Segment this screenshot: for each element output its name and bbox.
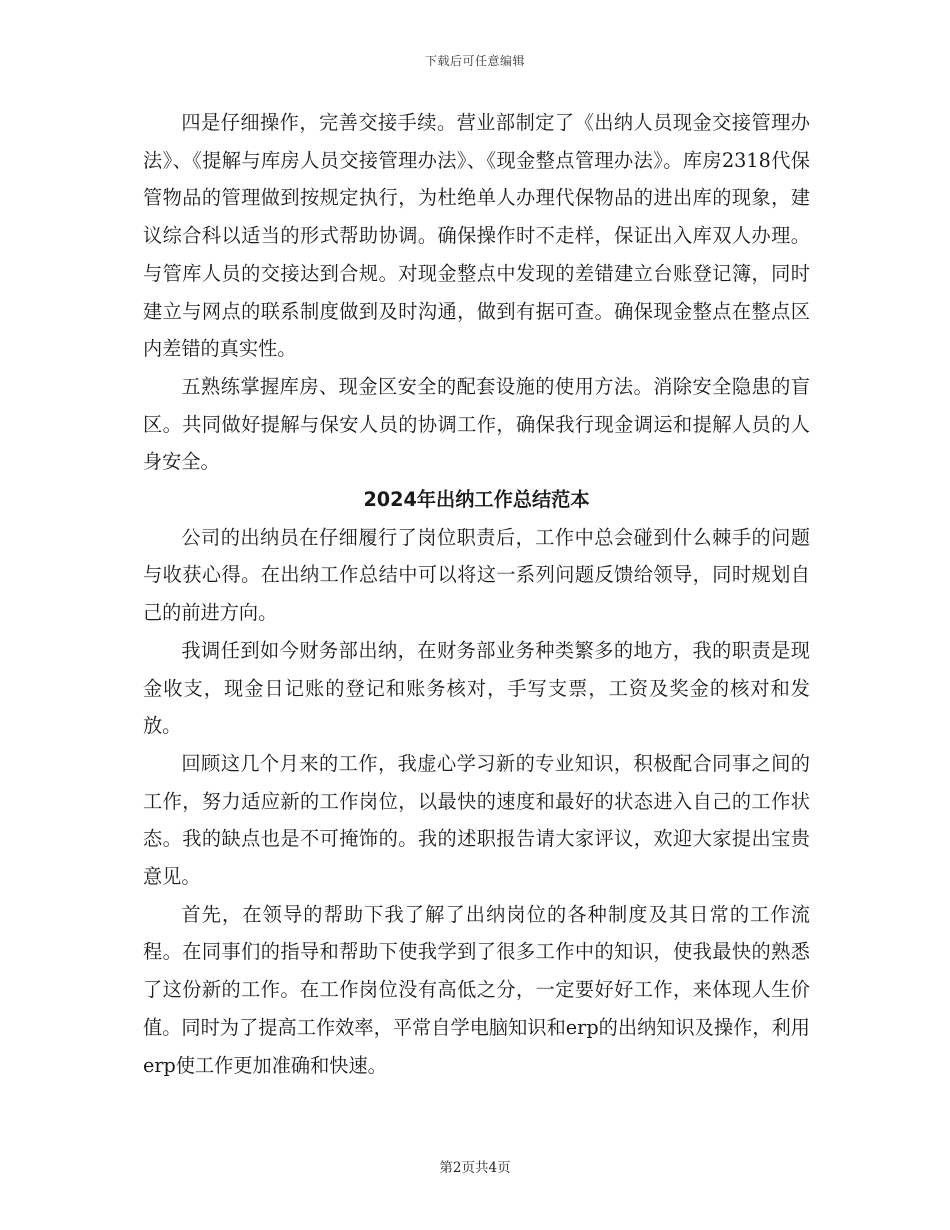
paragraph-intro: 公司的出纳员在仔细履行了岗位职责后，工作中总会碰到什么棘手的问题与收获心得。在出纳工作总结中可以将这一系列问题反馈给领导，同时规划自己的前进方向。	[143, 525, 810, 625]
paragraph-handover-procedures: 四是仔细操作，完善交接手续。营业部制定了《出纳人员现金交接管理办法》、《提解与库房人员交接管理办法》、《现金整点管理办法》。库房2318代保管物品的管理做到按规定执行，为杜绝单人办理代保物品的进出库的现象，建议综合科以适当的形式帮助协调。确保操作时不走样，保证出入库双人办理。与管库人员的交接达到合规。对现金整点中发现的差错建立台账登记簿，同时建立与网点的联系制度做到及时沟通，做到有据可查。确保现金整点在整点区内差错的真实性。	[143, 111, 810, 361]
paragraph-security-facilities: 五熟练掌握库房、现金区安全的配套设施的使用方法。消除安全隐患的盲区。共同做好提解与保安人员的协调工作，确保我行现金调运和提解人员的人身安全。	[143, 374, 810, 474]
paragraph-review: 回顾这几个月来的工作，我虚心学习新的专业知识，积极配合同事之间的工作，努力适应新的工作岗位，以最快的速度和最好的状态进入自己的工作状态。我的缺点也是不可掩饰的。我的述职报告请大家评议，欢迎大家提出宝贵意见。	[143, 751, 810, 889]
section-heading: 2024年出纳工作总结范本	[363, 488, 590, 512]
document-body	[143, 104, 810, 1084]
paragraph-duties: 我调任到如今财务部出纳，在财务部业务种类繁多的地方，我的职责是现金收支，现金日记账的登记和账务核对，手写支票，工资及奖金的核对和发放。	[143, 638, 810, 738]
paragraph-first-point: 首先，在领导的帮助下我了解了出纳岗位的各种制度及其日常的工作流程。在同事们的指导和帮助下使我学到了很多工作中的知识，使我最快的熟悉了这份新的工作。在工作岗位没有高低之分，一定要好好工作，来体现人生价值。同时为了提高工作效率，平常自学电脑知识和erp的出纳知识及操作，利用erp使工作更加准确和快速。	[143, 902, 810, 1077]
page-number: 第2页共4页	[439, 1160, 511, 1176]
page-header: 下载后可任意编辑	[424, 54, 525, 68]
